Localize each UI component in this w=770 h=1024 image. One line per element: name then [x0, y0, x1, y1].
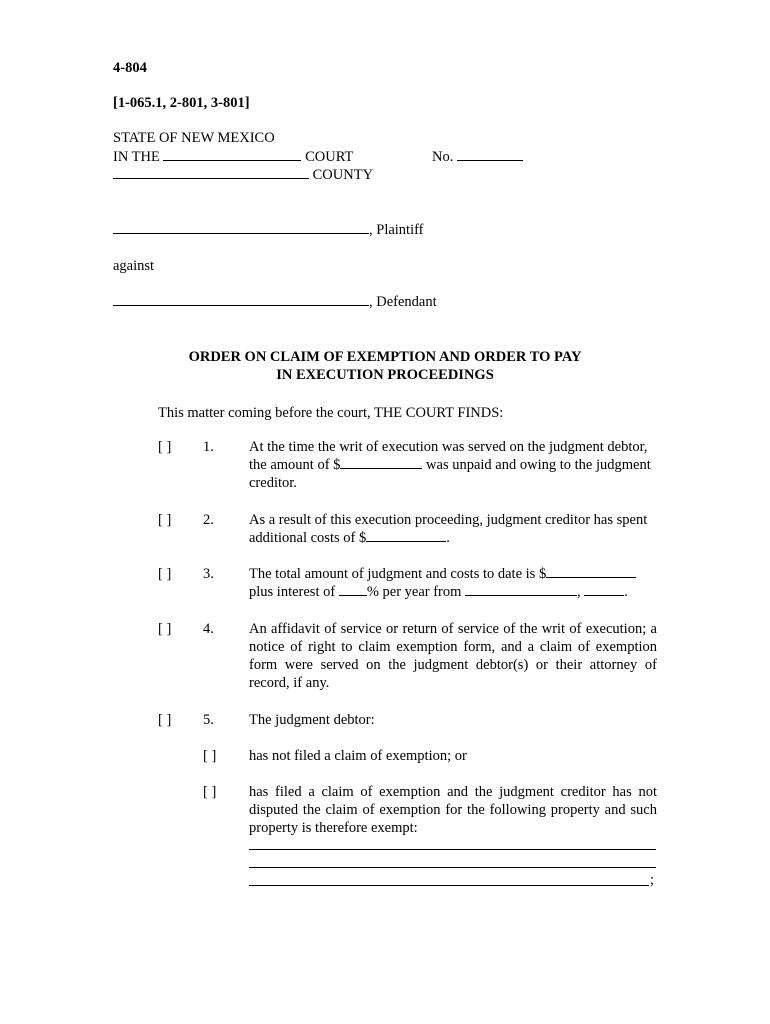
item-5-checkbox[interactable]: [ ] — [158, 712, 172, 728]
item-2-costs-blank[interactable] — [366, 529, 446, 542]
item-3-year-blank[interactable] — [584, 583, 624, 596]
item-1-amount-blank[interactable] — [340, 456, 422, 469]
document-title-line-1: ORDER ON CLAIM OF EXEMPTION AND ORDER TO PAY — [188, 349, 582, 365]
exempt-property-line-1[interactable] — [249, 849, 656, 850]
item-5b-checkbox[interactable]: [ ] — [203, 784, 217, 800]
item-1-line-a: At the time the writ of execution was served on the judgment debtor, — [249, 439, 648, 455]
item-3-interest-label: plus interest of — [249, 584, 336, 600]
item-2-costs-label: additional costs of $ — [249, 530, 367, 546]
item-1-line-c: creditor. — [249, 475, 297, 491]
item-3-per-year-label: % per year from — [366, 584, 462, 600]
exempt-property-line-2[interactable] — [249, 867, 656, 868]
item-5b-text: has filed a claim of exemption and the judgment creditor has not disputed the claim of exemption for the following property and such property is therefore exempt: — [249, 784, 657, 836]
item-3-line-a — [249, 565, 636, 583]
item-1-amount-tail: was unpaid and owing to the judgment — [426, 457, 651, 473]
item-1-checkbox[interactable]: [ ] — [158, 439, 172, 455]
item-4-number: 4. — [203, 621, 214, 637]
against-label: against — [113, 258, 155, 274]
intro-text: This matter coming before the court, THE COURT FINDS: — [158, 405, 504, 421]
in-the-label: IN THE — [113, 149, 160, 165]
court-label: COURT — [305, 149, 354, 165]
item-1-number: 1. — [203, 439, 214, 455]
item-3-comma: , — [577, 584, 581, 600]
state-line: STATE OF NEW MEXICO — [113, 130, 275, 146]
item-3-total-label: The total amount of judgment and costs to date is $ — [249, 566, 547, 582]
case-number-label: No. — [432, 149, 454, 165]
item-5a-text: has not filed a claim of exemption; or — [249, 748, 467, 764]
item-3-number: 3. — [203, 566, 214, 582]
exempt-property-line-3[interactable] — [249, 885, 649, 886]
defendant-label: , Defendant — [369, 294, 437, 310]
item-2-period: . — [446, 530, 450, 546]
cross-references: [1-065.1, 2-801, 3-801] — [113, 95, 250, 111]
defendant-name-blank[interactable] — [113, 293, 369, 306]
item-5-number: 5. — [203, 712, 214, 728]
county-line — [113, 166, 373, 184]
item-3-interest-rate-blank[interactable] — [339, 583, 367, 596]
item-2-line-b — [249, 529, 450, 547]
item-3-checkbox[interactable]: [ ] — [158, 566, 172, 582]
court-name-blank[interactable] — [163, 148, 301, 161]
plaintiff-label: , Plaintiff — [369, 222, 424, 238]
county-name-blank[interactable] — [113, 166, 309, 179]
item-3-line-b — [249, 583, 628, 601]
rule-number: 4-804 — [113, 60, 147, 76]
plaintiff-line — [113, 221, 424, 239]
case-number-blank[interactable] — [457, 148, 523, 161]
item-4-checkbox[interactable]: [ ] — [158, 621, 172, 637]
item-3-date-blank[interactable] — [465, 583, 577, 596]
item-1-line-b — [249, 456, 651, 474]
item-5-text: The judgment debtor: — [249, 712, 375, 728]
plaintiff-name-blank[interactable] — [113, 221, 369, 234]
item-2-checkbox[interactable]: [ ] — [158, 512, 172, 528]
item-3-period: . — [624, 584, 628, 600]
item-2-line-a: As a result of this execution proceeding, judgment creditor has spent — [249, 512, 648, 528]
item-4-text: An affidavit of service or return of service of the writ of execution; a notice of right to claim exemption form, and a claim of exemption form were served on the judgment debtor(s) or their attorney of record, if any. — [249, 621, 657, 691]
item-3-total-blank[interactable] — [546, 565, 636, 578]
defendant-line — [113, 293, 437, 311]
court-line — [113, 148, 353, 166]
case-number — [432, 148, 523, 166]
exempt-property-end-mark: ; — [650, 872, 655, 888]
item-5a-checkbox[interactable]: [ ] — [203, 748, 217, 764]
county-label: COUNTY — [312, 167, 374, 183]
item-2-number: 2. — [203, 512, 214, 528]
item-1-amount-label: the amount of $ — [249, 457, 341, 473]
document-title-line-2: IN EXECUTION PROCEEDINGS — [276, 367, 494, 383]
